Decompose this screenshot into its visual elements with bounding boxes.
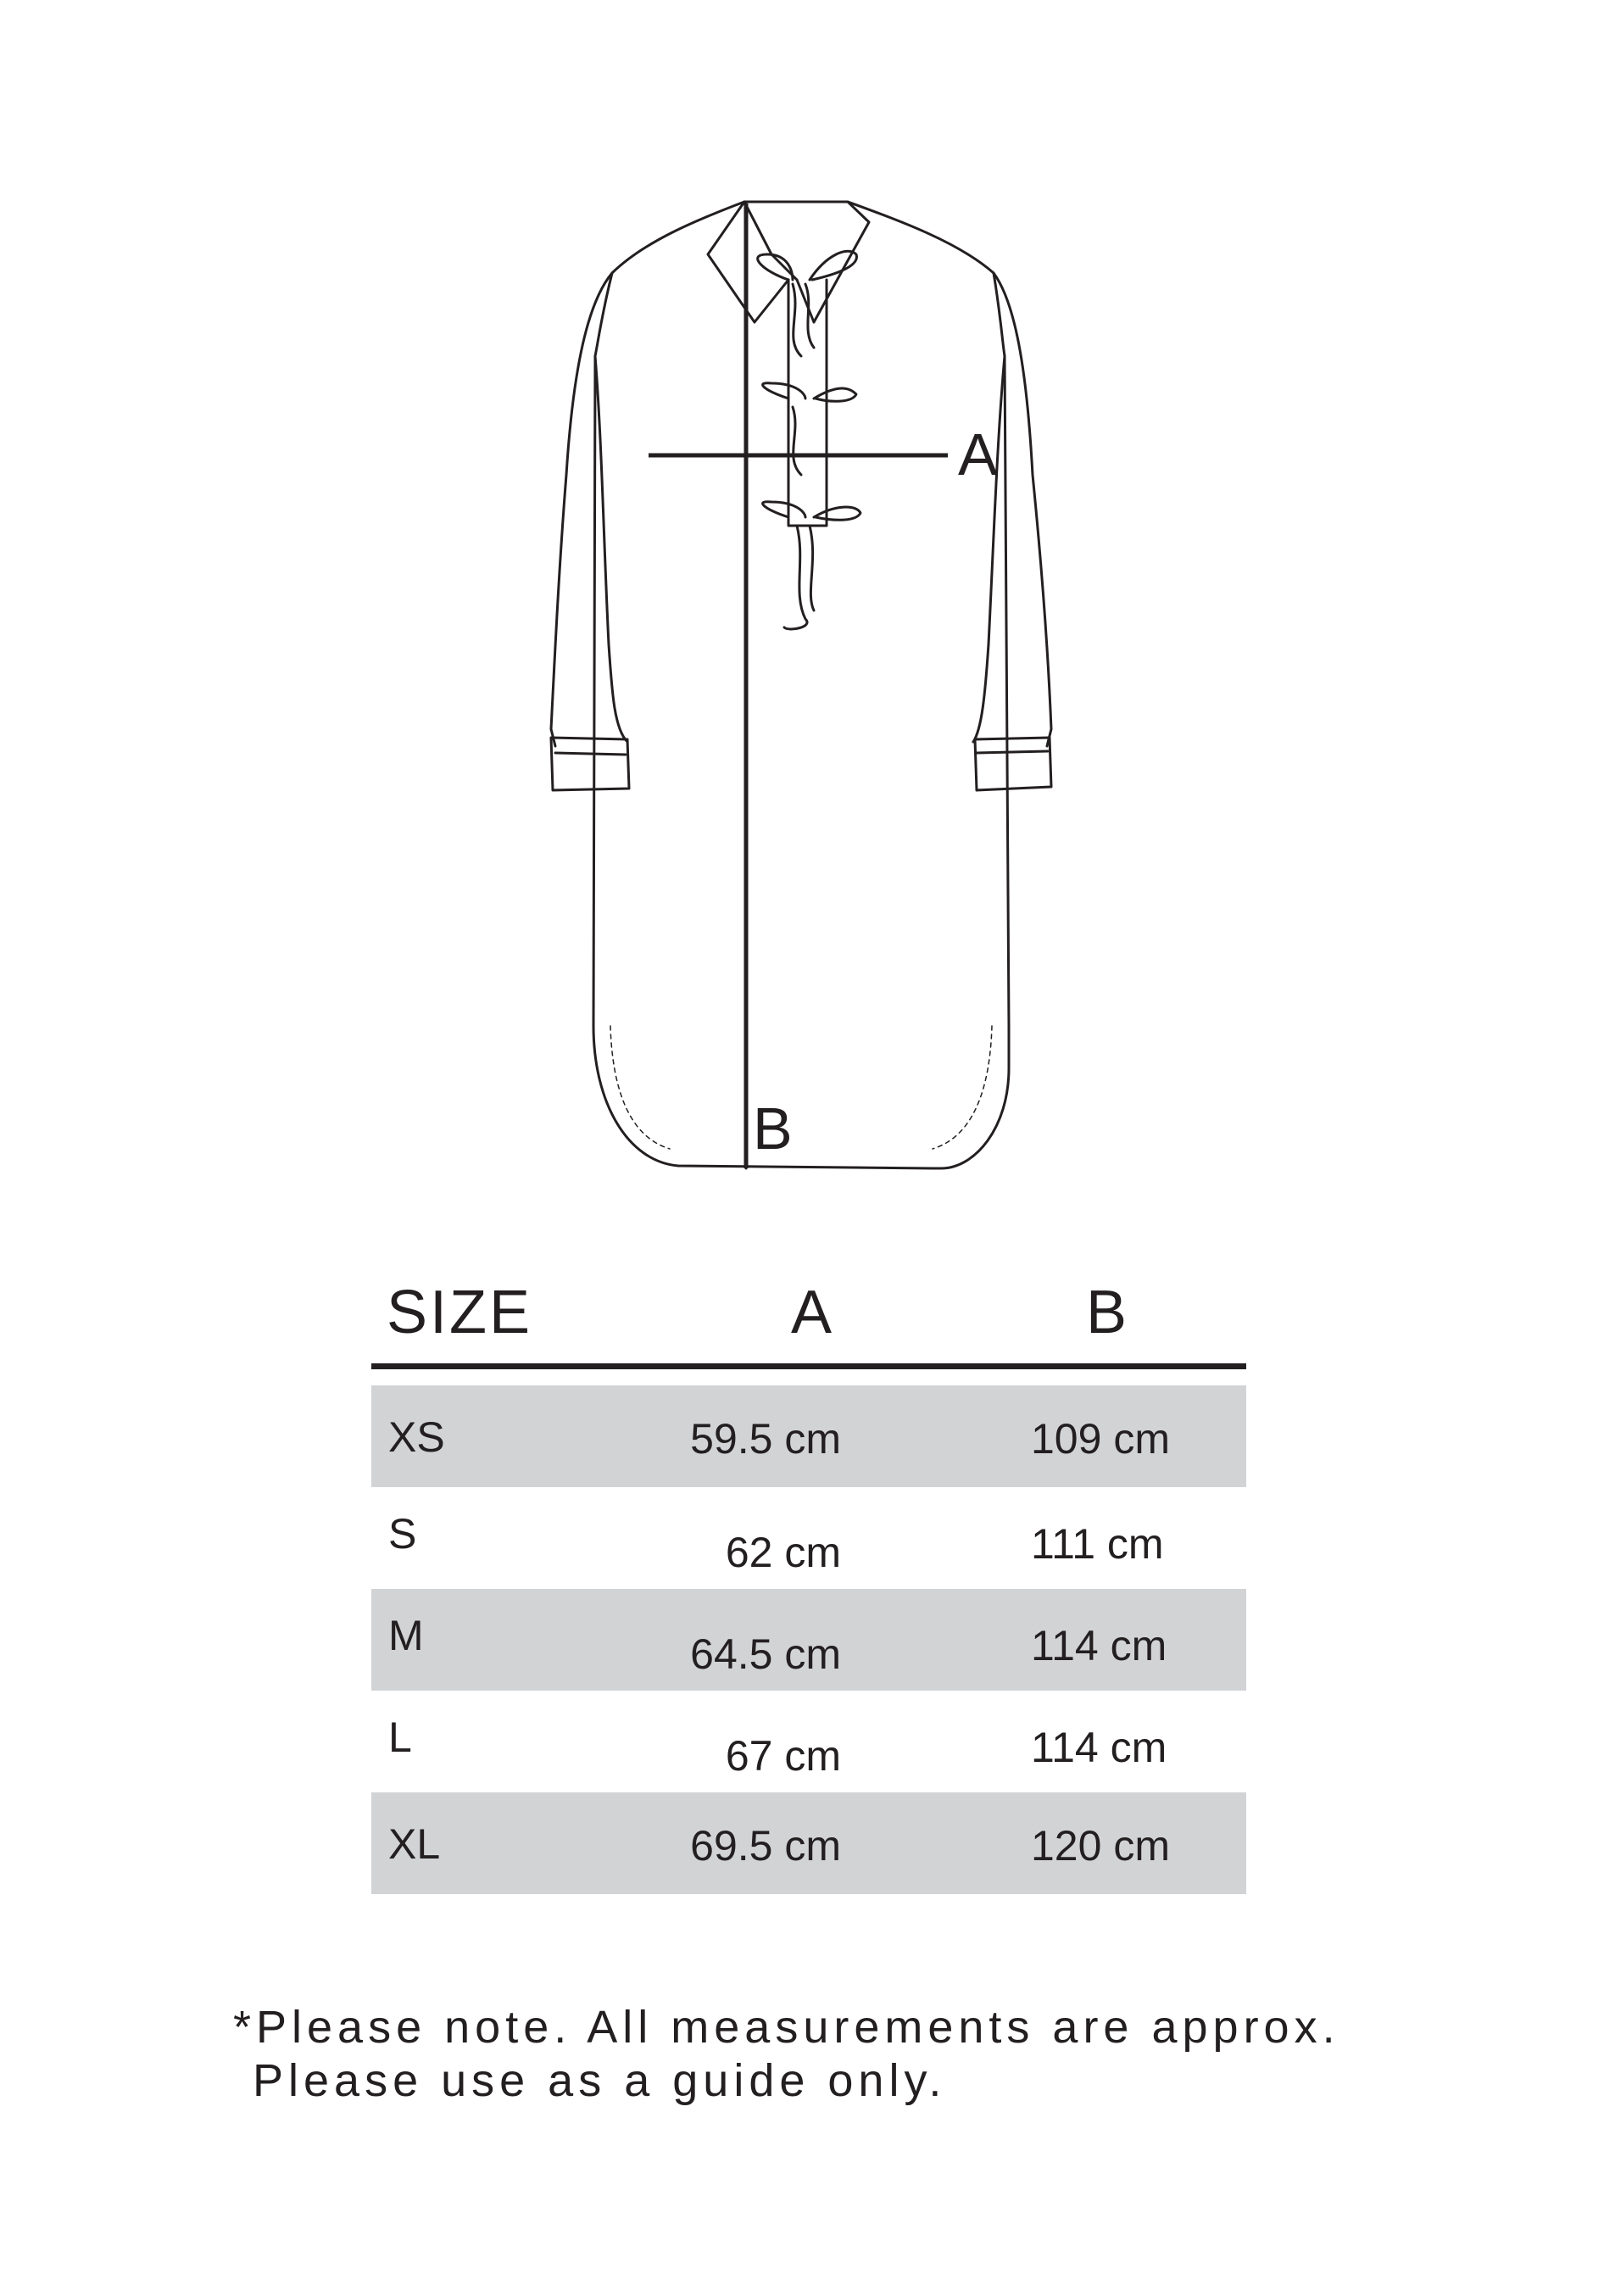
note-line-2: Please use as a guide only.	[253, 2054, 947, 2106]
table-row	[371, 1385, 1246, 1487]
table-row	[371, 1589, 1246, 1691]
cell-b: 114 cm	[1031, 1724, 1167, 1771]
measurement-note	[233, 2001, 1340, 2107]
cell-a: 69.5 cm	[690, 1822, 841, 1870]
cell-a: 59.5 cm	[690, 1415, 841, 1463]
note-line-1: *Please note. All measurements are approx.	[233, 2002, 1340, 2053]
header-a: A	[791, 1279, 835, 1346]
cell-size: XL	[388, 1820, 441, 1868]
cell-size: M	[388, 1612, 424, 1659]
cell-a: 64.5 cm	[690, 1630, 841, 1678]
cell-a: 62 cm	[725, 1529, 841, 1576]
table-row	[371, 1487, 1246, 1589]
cell-size: S	[388, 1510, 417, 1558]
header-b: B	[1086, 1279, 1130, 1346]
measure-label-b: B	[753, 1095, 793, 1162]
table-row	[371, 1691, 1246, 1792]
cell-b: 114 cm	[1031, 1622, 1167, 1669]
table-body	[371, 1385, 1246, 1894]
table-row	[371, 1792, 1246, 1894]
size-chart-table	[371, 1263, 1246, 1894]
measure-label-a: A	[958, 421, 998, 488]
header-size: SIZE	[387, 1279, 533, 1346]
cell-b: 109 cm	[1031, 1415, 1170, 1463]
cell-size: XS	[388, 1413, 445, 1461]
cell-a: 67 cm	[725, 1732, 841, 1780]
dress-outline	[551, 202, 1051, 1168]
cell-b: 111 cm	[1031, 1520, 1164, 1568]
cell-b: 120 cm	[1031, 1822, 1170, 1870]
cell-size: L	[388, 1714, 412, 1761]
measure-lines	[649, 203, 948, 1168]
table-header	[371, 1263, 1246, 1369]
